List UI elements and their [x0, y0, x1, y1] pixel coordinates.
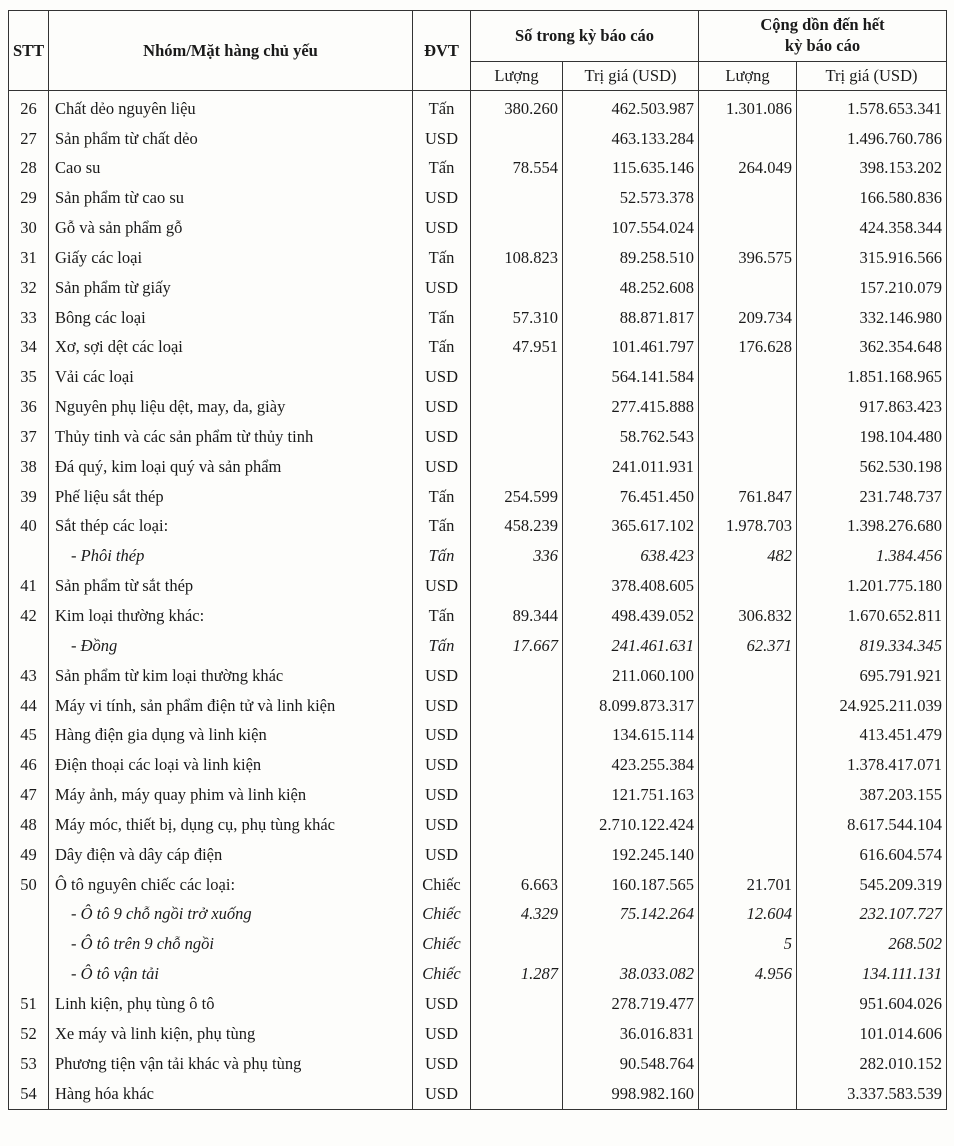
- row-qty: [471, 363, 563, 393]
- row-stt: [9, 542, 49, 572]
- row-cum-qty: 1.301.086: [699, 91, 797, 124]
- header-cumulative-line1: Cộng dồn đến hết: [760, 15, 885, 35]
- table-row: [9, 363, 947, 393]
- row-stt: [9, 959, 49, 989]
- row-cum-value: 166.580.836: [797, 184, 947, 214]
- table-row: [9, 870, 947, 900]
- row-name: - Ô tô trên 9 chỗ ngồi: [49, 930, 413, 960]
- row-qty: 6.663: [471, 870, 563, 900]
- row-value: 90.548.764: [563, 1049, 699, 1079]
- row-cum-value: 1.384.456: [797, 542, 947, 572]
- table-subrow: [9, 900, 947, 930]
- row-cum-value: 562.530.198: [797, 452, 947, 482]
- row-qty: [471, 721, 563, 751]
- row-stt: 31: [9, 243, 49, 273]
- row-stt: 38: [9, 452, 49, 482]
- row-qty: [471, 213, 563, 243]
- header-group: Nhóm/Mặt hàng chủ yếu: [49, 11, 413, 91]
- row-cum-qty: [699, 780, 797, 810]
- row-qty: [471, 1019, 563, 1049]
- row-stt: 53: [9, 1049, 49, 1079]
- row-cum-value: 695.791.921: [797, 661, 947, 691]
- table-subrow: [9, 959, 947, 989]
- row-name: Sản phẩm từ sắt thép: [49, 572, 413, 602]
- row-cum-qty: [699, 721, 797, 751]
- row-value: 211.060.100: [563, 661, 699, 691]
- row-value: 241.011.931: [563, 452, 699, 482]
- row-name: Linh kiện, phụ tùng ô tô: [49, 989, 413, 1019]
- table-subrow: [9, 631, 947, 661]
- row-stt: 27: [9, 124, 49, 154]
- row-qty: 89.344: [471, 601, 563, 631]
- table-row: [9, 91, 947, 124]
- row-value: 38.033.082: [563, 959, 699, 989]
- row-qty: [471, 930, 563, 960]
- row-cum-qty: 482: [699, 542, 797, 572]
- row-unit: USD: [413, 273, 471, 303]
- row-value: 498.439.052: [563, 601, 699, 631]
- row-cum-value: 8.617.544.104: [797, 810, 947, 840]
- row-name: Máy vi tính, sản phẩm điện tử và linh kiện: [49, 691, 413, 721]
- row-stt: 35: [9, 363, 49, 393]
- row-cum-value: 1.851.168.965: [797, 363, 947, 393]
- row-value: 134.615.114: [563, 721, 699, 751]
- row-qty: [471, 661, 563, 691]
- row-name: Phế liệu sắt thép: [49, 482, 413, 512]
- row-value: 463.133.284: [563, 124, 699, 154]
- row-cum-qty: [699, 1049, 797, 1079]
- row-cum-value: 424.358.344: [797, 213, 947, 243]
- row-cum-value: 157.210.079: [797, 273, 947, 303]
- row-qty: 254.599: [471, 482, 563, 512]
- row-cum-qty: 176.628: [699, 333, 797, 363]
- row-name: Bông các loại: [49, 303, 413, 333]
- row-value: 36.016.831: [563, 1019, 699, 1049]
- row-cum-qty: 5: [699, 930, 797, 960]
- row-cum-value: 1.398.276.680: [797, 512, 947, 542]
- row-name: Điện thoại các loại và linh kiện: [49, 751, 413, 781]
- row-name: Hàng điện gia dụng và linh kiện: [49, 721, 413, 751]
- row-name: Chất dẻo nguyên liệu: [49, 91, 413, 124]
- row-value: 998.982.160: [563, 1079, 699, 1109]
- row-unit: Tấn: [413, 601, 471, 631]
- row-qty: [471, 810, 563, 840]
- row-cum-qty: 4.956: [699, 959, 797, 989]
- table-row: [9, 572, 947, 602]
- row-value: 638.423: [563, 542, 699, 572]
- row-unit: USD: [413, 124, 471, 154]
- row-unit: USD: [413, 989, 471, 1019]
- header-stt: STT: [9, 11, 49, 91]
- table-header: [9, 11, 947, 91]
- row-value: 107.554.024: [563, 213, 699, 243]
- row-name: - Ô tô vận tải: [49, 959, 413, 989]
- row-cum-qty: [699, 124, 797, 154]
- row-cum-qty: 761.847: [699, 482, 797, 512]
- row-value: 564.141.584: [563, 363, 699, 393]
- row-name: Thủy tinh và các sản phẩm từ thủy tinh: [49, 422, 413, 452]
- row-cum-qty: [699, 989, 797, 1019]
- row-unit: USD: [413, 363, 471, 393]
- row-stt: 39: [9, 482, 49, 512]
- header-cumulative: [699, 11, 947, 62]
- row-stt: 41: [9, 572, 49, 602]
- row-qty: 1.287: [471, 959, 563, 989]
- row-value: 52.573.378: [563, 184, 699, 214]
- row-name: Dây điện và dây cáp điện: [49, 840, 413, 870]
- table-row: [9, 989, 947, 1019]
- row-qty: [471, 989, 563, 1019]
- row-name: Xe máy và linh kiện, phụ tùng: [49, 1019, 413, 1049]
- row-name: Sắt thép các loại:: [49, 512, 413, 542]
- row-stt: 42: [9, 601, 49, 631]
- table-row: [9, 482, 947, 512]
- row-unit: USD: [413, 751, 471, 781]
- import-table: [8, 10, 947, 1110]
- row-value: 121.751.163: [563, 780, 699, 810]
- row-qty: [471, 452, 563, 482]
- table-row: [9, 840, 947, 870]
- row-stt: 29: [9, 184, 49, 214]
- row-unit: USD: [413, 452, 471, 482]
- row-stt: [9, 631, 49, 661]
- row-value: 2.710.122.424: [563, 810, 699, 840]
- row-name: Sản phẩm từ chất dẻo: [49, 124, 413, 154]
- row-cum-qty: 306.832: [699, 601, 797, 631]
- row-stt: 48: [9, 810, 49, 840]
- row-cum-value: 1.578.653.341: [797, 91, 947, 124]
- row-unit: Chiếc: [413, 900, 471, 930]
- row-cum-value: 268.502: [797, 930, 947, 960]
- row-unit: USD: [413, 721, 471, 751]
- row-stt: [9, 930, 49, 960]
- row-cum-qty: [699, 392, 797, 422]
- table-body: [9, 91, 947, 1110]
- row-qty: [471, 840, 563, 870]
- row-cum-qty: [699, 1019, 797, 1049]
- row-unit: Tấn: [413, 512, 471, 542]
- row-value: 277.415.888: [563, 392, 699, 422]
- row-value: 75.142.264: [563, 900, 699, 930]
- row-stt: 34: [9, 333, 49, 363]
- header-cum-value: Trị giá (USD): [797, 62, 947, 91]
- table-subrow: [9, 542, 947, 572]
- table-row: [9, 392, 947, 422]
- row-cum-value: 198.104.480: [797, 422, 947, 452]
- table-row: [9, 184, 947, 214]
- row-cum-value: 1.201.775.180: [797, 572, 947, 602]
- row-name: Nguyên phụ liệu dệt, may, da, giày: [49, 392, 413, 422]
- row-unit: USD: [413, 422, 471, 452]
- row-stt: 36: [9, 392, 49, 422]
- row-value: 48.252.608: [563, 273, 699, 303]
- table-row: [9, 1079, 947, 1109]
- row-unit: USD: [413, 1019, 471, 1049]
- table-row: [9, 810, 947, 840]
- table-row: [9, 452, 947, 482]
- row-cum-value: 101.014.606: [797, 1019, 947, 1049]
- row-stt: 46: [9, 751, 49, 781]
- row-unit: USD: [413, 810, 471, 840]
- row-value: 160.187.565: [563, 870, 699, 900]
- table-row: [9, 273, 947, 303]
- row-value: [563, 930, 699, 960]
- row-cum-qty: [699, 452, 797, 482]
- row-name: - Phôi thép: [49, 542, 413, 572]
- row-name: - Đồng: [49, 631, 413, 661]
- row-name: Cao su: [49, 154, 413, 184]
- row-stt: 40: [9, 512, 49, 542]
- row-value: 88.871.817: [563, 303, 699, 333]
- row-stt: 32: [9, 273, 49, 303]
- table-row: [9, 661, 947, 691]
- row-name: Sản phẩm từ kim loại thường khác: [49, 661, 413, 691]
- row-name: Vải các loại: [49, 363, 413, 393]
- row-qty: 336: [471, 542, 563, 572]
- row-cum-value: 545.209.319: [797, 870, 947, 900]
- header-qty: Lượng: [471, 62, 563, 91]
- row-stt: 33: [9, 303, 49, 333]
- row-stt: 47: [9, 780, 49, 810]
- row-name: Hàng hóa khác: [49, 1079, 413, 1109]
- row-stt: [9, 900, 49, 930]
- row-unit: USD: [413, 661, 471, 691]
- row-cum-value: 951.604.026: [797, 989, 947, 1019]
- row-qty: [471, 572, 563, 602]
- header-period: Số trong kỳ báo cáo: [471, 11, 699, 62]
- row-unit: USD: [413, 184, 471, 214]
- row-cum-value: 315.916.566: [797, 243, 947, 273]
- row-unit: Tấn: [413, 243, 471, 273]
- row-name: Sản phẩm từ cao su: [49, 184, 413, 214]
- row-value: 462.503.987: [563, 91, 699, 124]
- table-row: [9, 422, 947, 452]
- row-unit: USD: [413, 572, 471, 602]
- row-cum-qty: [699, 572, 797, 602]
- row-qty: [471, 422, 563, 452]
- row-stt: 50: [9, 870, 49, 900]
- row-cum-qty: [699, 840, 797, 870]
- table-row: [9, 721, 947, 751]
- row-stt: 28: [9, 154, 49, 184]
- row-qty: [471, 751, 563, 781]
- row-value: 365.617.102: [563, 512, 699, 542]
- row-unit: Tấn: [413, 482, 471, 512]
- row-cum-value: 917.863.423: [797, 392, 947, 422]
- row-cum-value: 413.451.479: [797, 721, 947, 751]
- row-qty: [471, 124, 563, 154]
- row-stt: 54: [9, 1079, 49, 1109]
- row-name: Đá quý, kim loại quý và sản phẩm: [49, 452, 413, 482]
- row-cum-value: 282.010.152: [797, 1049, 947, 1079]
- table-row: [9, 154, 947, 184]
- row-cum-qty: [699, 810, 797, 840]
- table-subrow: [9, 930, 947, 960]
- row-unit: Tấn: [413, 631, 471, 661]
- row-qty: [471, 392, 563, 422]
- row-cum-value: 24.925.211.039: [797, 691, 947, 721]
- row-cum-value: 1.496.760.786: [797, 124, 947, 154]
- header-value: Trị giá (USD): [563, 62, 699, 91]
- row-stt: 30: [9, 213, 49, 243]
- table-row: [9, 303, 947, 333]
- row-value: 192.245.140: [563, 840, 699, 870]
- row-qty: [471, 691, 563, 721]
- row-cum-qty: 1.978.703: [699, 512, 797, 542]
- table-row: [9, 213, 947, 243]
- row-cum-qty: [699, 184, 797, 214]
- row-value: 241.461.631: [563, 631, 699, 661]
- row-qty: [471, 1079, 563, 1109]
- row-cum-qty: [699, 661, 797, 691]
- row-cum-qty: [699, 213, 797, 243]
- row-cum-qty: 264.049: [699, 154, 797, 184]
- table-row: [9, 691, 947, 721]
- row-unit: USD: [413, 392, 471, 422]
- row-name: Ô tô nguyên chiếc các loại:: [49, 870, 413, 900]
- row-unit: Chiếc: [413, 930, 471, 960]
- row-cum-qty: [699, 422, 797, 452]
- row-cum-value: 819.334.345: [797, 631, 947, 661]
- table-row: [9, 1049, 947, 1079]
- row-unit: USD: [413, 213, 471, 243]
- row-qty: 4.329: [471, 900, 563, 930]
- row-unit: Tấn: [413, 542, 471, 572]
- row-qty: 47.951: [471, 333, 563, 363]
- row-name: Kim loại thường khác:: [49, 601, 413, 631]
- row-unit: USD: [413, 840, 471, 870]
- row-unit: Tấn: [413, 303, 471, 333]
- row-value: 115.635.146: [563, 154, 699, 184]
- row-stt: 43: [9, 661, 49, 691]
- row-stt: 51: [9, 989, 49, 1019]
- table-row: [9, 243, 947, 273]
- row-unit: Chiếc: [413, 870, 471, 900]
- row-qty: 78.554: [471, 154, 563, 184]
- row-cum-value: 3.337.583.539: [797, 1079, 947, 1109]
- table-row: [9, 780, 947, 810]
- row-cum-qty: 396.575: [699, 243, 797, 273]
- row-stt: 49: [9, 840, 49, 870]
- table-row: [9, 124, 947, 154]
- row-qty: 57.310: [471, 303, 563, 333]
- row-stt: 37: [9, 422, 49, 452]
- row-cum-value: 387.203.155: [797, 780, 947, 810]
- row-value: 89.258.510: [563, 243, 699, 273]
- row-unit: Tấn: [413, 91, 471, 124]
- row-cum-value: 398.153.202: [797, 154, 947, 184]
- row-unit: Tấn: [413, 333, 471, 363]
- row-unit: USD: [413, 691, 471, 721]
- header-unit: ĐVT: [413, 11, 471, 91]
- row-value: 58.762.543: [563, 422, 699, 452]
- row-unit: USD: [413, 1079, 471, 1109]
- row-cum-qty: [699, 1079, 797, 1109]
- row-cum-qty: 62.371: [699, 631, 797, 661]
- row-name: Sản phẩm từ giấy: [49, 273, 413, 303]
- row-value: 101.461.797: [563, 333, 699, 363]
- table-row: [9, 333, 947, 363]
- row-name: Giấy các loại: [49, 243, 413, 273]
- row-qty: [471, 1049, 563, 1079]
- row-cum-qty: [699, 751, 797, 781]
- row-name: Gỗ và sản phẩm gỗ: [49, 213, 413, 243]
- row-cum-value: 134.111.131: [797, 959, 947, 989]
- row-unit: Tấn: [413, 154, 471, 184]
- row-cum-value: 1.378.417.071: [797, 751, 947, 781]
- row-qty: 380.260: [471, 91, 563, 124]
- row-cum-qty: 21.701: [699, 870, 797, 900]
- row-qty: 17.667: [471, 631, 563, 661]
- row-qty: 458.239: [471, 512, 563, 542]
- row-qty: [471, 273, 563, 303]
- document-page: [8, 10, 947, 1110]
- row-qty: [471, 780, 563, 810]
- row-cum-qty: 12.604: [699, 900, 797, 930]
- row-cum-value: 232.107.727: [797, 900, 947, 930]
- row-cum-qty: [699, 691, 797, 721]
- row-value: 278.719.477: [563, 989, 699, 1019]
- table-row: [9, 512, 947, 542]
- row-qty: [471, 184, 563, 214]
- row-value: 423.255.384: [563, 751, 699, 781]
- row-name: Máy móc, thiết bị, dụng cụ, phụ tùng khác: [49, 810, 413, 840]
- row-stt: 44: [9, 691, 49, 721]
- row-cum-value: 362.354.648: [797, 333, 947, 363]
- row-value: 378.408.605: [563, 572, 699, 602]
- row-name: Phương tiện vận tải khác và phụ tùng: [49, 1049, 413, 1079]
- row-cum-value: 231.748.737: [797, 482, 947, 512]
- row-cum-value: 1.670.652.811: [797, 601, 947, 631]
- row-value: 8.099.873.317: [563, 691, 699, 721]
- row-name: Xơ, sợi dệt các loại: [49, 333, 413, 363]
- row-cum-qty: [699, 273, 797, 303]
- row-cum-value: 616.604.574: [797, 840, 947, 870]
- row-unit: Chiếc: [413, 959, 471, 989]
- table-row: [9, 1019, 947, 1049]
- row-value: 76.451.450: [563, 482, 699, 512]
- table-row: [9, 601, 947, 631]
- header-cum-qty: Lượng: [699, 62, 797, 91]
- row-cum-qty: 209.734: [699, 303, 797, 333]
- row-stt: 52: [9, 1019, 49, 1049]
- row-unit: USD: [413, 1049, 471, 1079]
- row-cum-value: 332.146.980: [797, 303, 947, 333]
- row-stt: 45: [9, 721, 49, 751]
- row-stt: 26: [9, 91, 49, 124]
- row-qty: 108.823: [471, 243, 563, 273]
- table-row: [9, 751, 947, 781]
- row-unit: USD: [413, 780, 471, 810]
- row-name: Máy ảnh, máy quay phim và linh kiện: [49, 780, 413, 810]
- row-cum-qty: [699, 363, 797, 393]
- header-cumulative-line2: kỳ báo cáo: [784, 36, 861, 55]
- row-name: - Ô tô 9 chỗ ngồi trở xuống: [49, 900, 413, 930]
